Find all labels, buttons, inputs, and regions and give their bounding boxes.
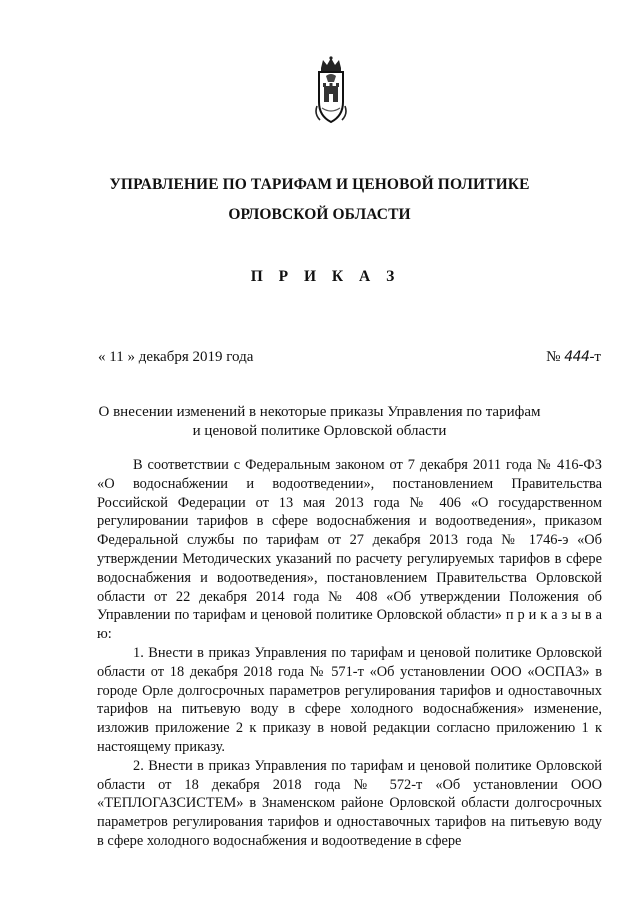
document-date: « 11 » декабря 2019 года: [98, 349, 254, 365]
document-number-prefix: №: [546, 349, 565, 365]
orel-coat-of-arms-emblem: [314, 56, 348, 126]
document-number-handwritten: 444: [564, 349, 590, 365]
agency-name-line1: УПРАВЛЕНИЕ ПО ТАРИФАМ И ЦЕНОВОЙ ПОЛИТИКЕ: [109, 176, 530, 193]
item-1-paragraph: 1. Внести в приказ Управления по тарифам и ценовой политике Орловской области от 18 декабря 2018 года № 571-т «Об установлении ООО «ОСПАЗ» в городе Орле долгосрочных параметров регулирования тарифов и одноставочных тарифов на питьевую воду в сфере холодного водоснабжения» изменение, изложив приложение 2 к приказу в новой редакции согласно приложению 1 к настоящему приказу.: [97, 644, 602, 755]
document-type-title: П Р И К А З: [250, 268, 401, 285]
subject-line2: и ценовой политике Орловской области: [192, 423, 447, 439]
subject-line1: О внесении изменений в некоторые приказы Управления по тарифам: [98, 404, 541, 420]
document-subject: [0, 403, 639, 441]
item-2-paragraph: 2. Внести в приказ Управления по тарифам и ценовой политике Орловской области от 18 декабря 2018 года № 572-т «Об установлении ООО «ТЕПЛОГАЗСИСТЕМ» в Знаменском районе Орловской области долгосрочных параметров регулирования тарифов и одноставочных тарифов на питьевую воду в сфере холодного водоснабжения и водоотведение в сфере: [97, 757, 602, 849]
preamble-paragraph: В соответствии с Федеральным законом от 7 декабря 2011 года № 416-ФЗ «О водоснабжении и водоотведении», постановлением Правительства Российской Федерации от 13 мая 2013 года № 406 «О государственном регулировании тарифов в сфере водоснабжения и водоотведения», приказом Федеральной службы по тарифам от 27 декабря 2013 года № 1746-э «Об утверждении Методических указаний по расчету регулируемых тарифов в сфере водоснабжения и водоотведения», постановлением Правительства Орловской области от 22 декабря 2014 года № 408 «Об утверждении Положения об Управлении по тарифам и ценовой политике Орловской области» п р и к а з ы в а ю:: [97, 457, 602, 643]
agency-name-line2: ОРЛОВСКОЙ ОБЛАСТИ: [228, 206, 411, 223]
document-number-suffix: -т: [589, 349, 601, 365]
document-number: [546, 349, 601, 366]
document-body: [97, 456, 602, 851]
